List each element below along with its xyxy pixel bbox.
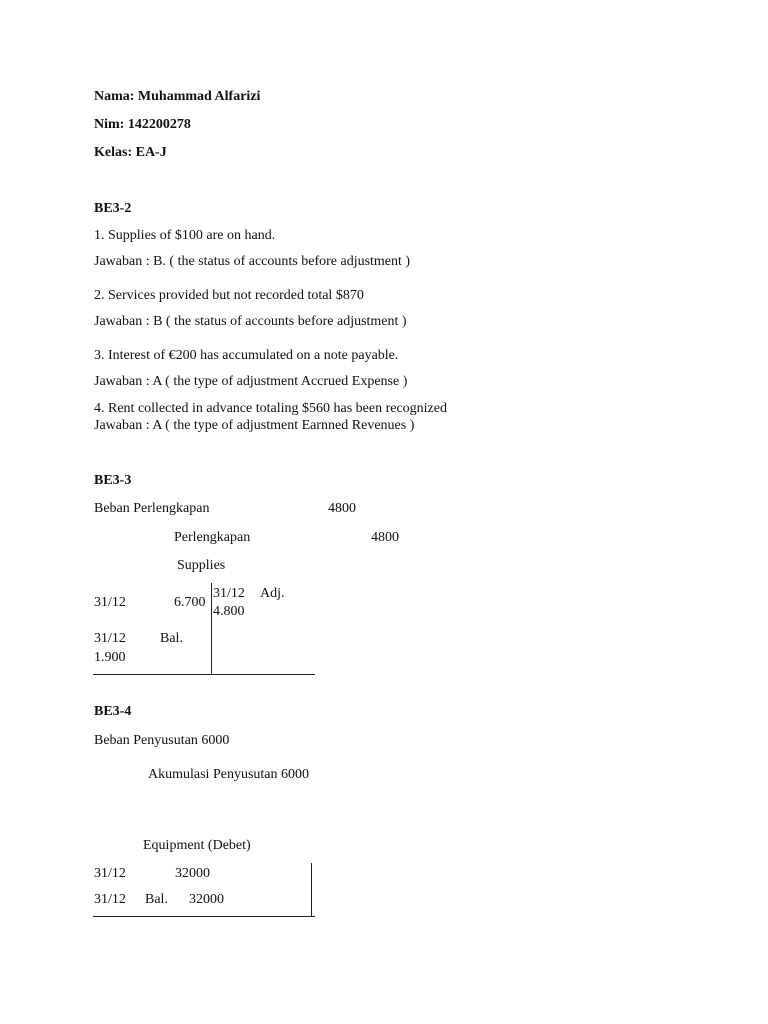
question-4: 4. Rent collected in advance totaling $560 has been recognized [94, 401, 447, 416]
section-title-be3-3: BE3-3 [94, 473, 132, 488]
t-account-vertical-line [211, 583, 212, 675]
equipment-row-1-amount: 32000 [175, 866, 210, 881]
t-account-bottom-line [93, 916, 315, 917]
t-right-row-1-label: Adj. [260, 586, 285, 601]
t-account-title-supplies: Supplies [177, 558, 226, 573]
student-nim: Nim: 142200278 [94, 117, 191, 132]
t-left-row-2-date: 31/12 [94, 631, 126, 646]
answer-1: Jawaban : B. ( the status of accounts before adjustment ) [94, 254, 411, 269]
question-3: 3. Interest of €200 has accumulated on a note payable. [94, 348, 399, 363]
equipment-row-2-date: 31/12 [94, 892, 126, 907]
t-account-bottom-line [93, 674, 315, 675]
t-right-row-1-date: 31/12 [213, 586, 245, 601]
journal-debit-line: Beban Penyusutan 6000 [94, 733, 230, 748]
t-left-row-1-date: 31/12 [94, 595, 126, 610]
equipment-row-2-label: Bal. [145, 892, 168, 907]
t-account-title-equipment: Equipment (Debet) [143, 838, 251, 853]
student-class: Kelas: EA-J [94, 145, 167, 160]
equipment-row-2-amount: 32000 [189, 892, 224, 907]
t-account-vertical-line [311, 863, 312, 917]
question-2: 2. Services provided but not recorded total $870 [94, 288, 364, 303]
answer-2: Jawaban : B ( the status of accounts before adjustment ) [94, 314, 407, 329]
journal-credit-amount: 4800 [371, 530, 399, 545]
journal-debit-amount: 4800 [328, 501, 356, 516]
journal-credit-line: Akumulasi Penyusutan 6000 [148, 767, 309, 782]
journal-debit-account: Beban Perlengkapan [94, 501, 210, 516]
t-left-row-2-amount: 1.900 [94, 650, 126, 665]
t-left-row-2-label: Bal. [160, 631, 183, 646]
equipment-row-1-date: 31/12 [94, 866, 126, 881]
section-title-be3-4: BE3-4 [94, 704, 132, 719]
t-left-row-1-amount: 6.700 [174, 595, 206, 610]
student-name: Nama: Muhammad Alfarizi [94, 89, 261, 104]
answer-3: Jawaban : A ( the type of adjustment Accrued Expense ) [94, 374, 408, 389]
answer-4: Jawaban : A ( the type of adjustment Earnned Revenues ) [94, 418, 415, 433]
section-title-be3-2: BE3-2 [94, 201, 132, 216]
question-1: 1. Supplies of $100 are on hand. [94, 228, 276, 243]
t-right-row-1-amount: 4.800 [213, 604, 245, 619]
journal-credit-account: Perlengkapan [174, 530, 251, 545]
